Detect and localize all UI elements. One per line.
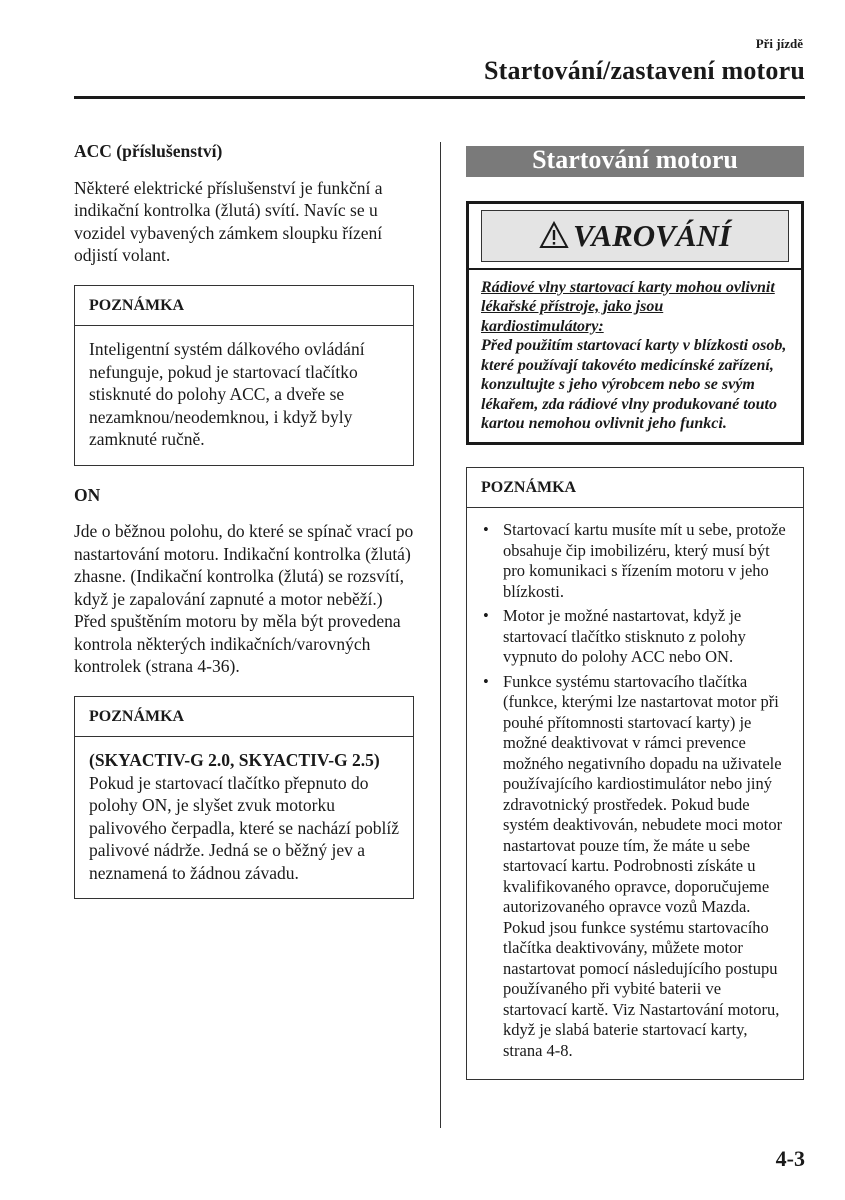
warning-title: VAROVÁNÍ (573, 217, 731, 253)
note-title: POZNÁMKA (75, 697, 413, 738)
column-divider (440, 142, 441, 1128)
list-item: • Startovací kartu musíte mít u sebe, protože obsahuje čip imobilizéru, který musí být pro komunikaci s řízením motoru v jeho blízkosti. (481, 520, 789, 602)
note-title: POZNÁMKA (75, 286, 413, 327)
on-paragraph: Jde o běžnou polohu, do které se spínač vrací po nastartování motoru. Indikační kontrolka (žlutá) zhasne. (Indikační kontrolka (žlutá) se rozsvítí, když je zapalování zapnuté a motor neběží.) Před spuštěním motoru by měla být provedena kontrola některých indikačních/varovných kontrolek (strana 4-36). (74, 521, 414, 676)
warning-text: Před použitím startovací karty v blízkosti osob, které používají takovéto medicínské zařízení, konzultujte s jeho výrobcem nebo se svým lékařem, zda rádiové vlny produkované touto kartou nemohou ovlivnit jeho funkci. (481, 337, 787, 432)
list-item: • Funkce systému startovacího tlačítka (funkce, kterými lze nastartovat motor při pouhé přítomnosti startovací karty) je možné deaktivovat v rámci prevence možného negativního dopadu na uživatele používajícího kardiostimulátor nebo jiný zdravotnický prostředek. Pokud bude systém deaktivován, nebudete moci motor nastartovat pouze tím, že máte u sebe startovací kartu. Podrobnosti získáte u kvalifikovaného opravce, doporučujeme autorizovaného opravce vozů Mazda. Pokud jsou funkce systému startovacího tlačítka deaktivovány, můžete motor nastartovat pomocí následujícího postupu používaného při vybité baterii ve startovací kartě. Viz Nastartování motoru, když je slabá baterie startovací karty, strana 4-8. (481, 672, 789, 1062)
note-box-start (466, 467, 804, 1081)
left-column (74, 140, 414, 915)
warning-triangle-icon (539, 221, 569, 249)
page-title: Startování/zastavení motoru (484, 56, 805, 85)
note-bullet-list (481, 520, 789, 1061)
engine-variants: (SKYACTIV-G 2.0, SKYACTIV-G 2.5) (89, 750, 380, 770)
warning-box (466, 201, 804, 445)
note-box-acc (74, 285, 414, 466)
note-body (467, 508, 803, 1079)
list-item: • Motor je možné nastartovat, když je startovací tlačítko stisknuto z polohy vypnuto do polohy ACC nebo ON. (481, 606, 789, 668)
note-title: POZNÁMKA (467, 468, 803, 509)
page-number: 4-3 (775, 1146, 805, 1171)
warning-body (469, 270, 801, 442)
note-body (75, 737, 413, 898)
note-box-on (74, 696, 414, 900)
note-body: Inteligentní systém dálkového ovládání nefunguje, pokud je startovací tlačítko stisknuté do polohy ACC, a dveře se nezamknou/neodemknou, i když byly zamknuté ručně. (89, 339, 365, 449)
section-label: Při jízdě (755, 36, 803, 51)
warning-lead: Rádiové vlny startovací karty mohou ovlivnit lékařské přístroje, jako jsou kardiostimulátory: (481, 278, 775, 335)
acc-paragraph: Některé elektrické příslušenství je funkční a indikační kontrolka (žlutá) svítí. Navíc se u vozidel vybavených zámkem sloupku řízení odjistí volant. (74, 177, 383, 265)
right-column (466, 146, 804, 1096)
warning-header (481, 210, 789, 262)
note-text: Pokud je startovací tlačítko přepnuto do polohy ON, je slyšet zvuk motorku palivového čerpadla, které se nachází poblíž palivové nádrže. Jedná se o běžný jev a neznamená to žádnou závadu. (89, 772, 399, 883)
on-heading: ON (74, 484, 101, 505)
section-title-bar: Startování motoru (466, 146, 804, 177)
warning-header-wrap (469, 204, 801, 270)
header-rule (74, 96, 805, 99)
acc-heading: ACC (příslušenství) (74, 141, 223, 161)
